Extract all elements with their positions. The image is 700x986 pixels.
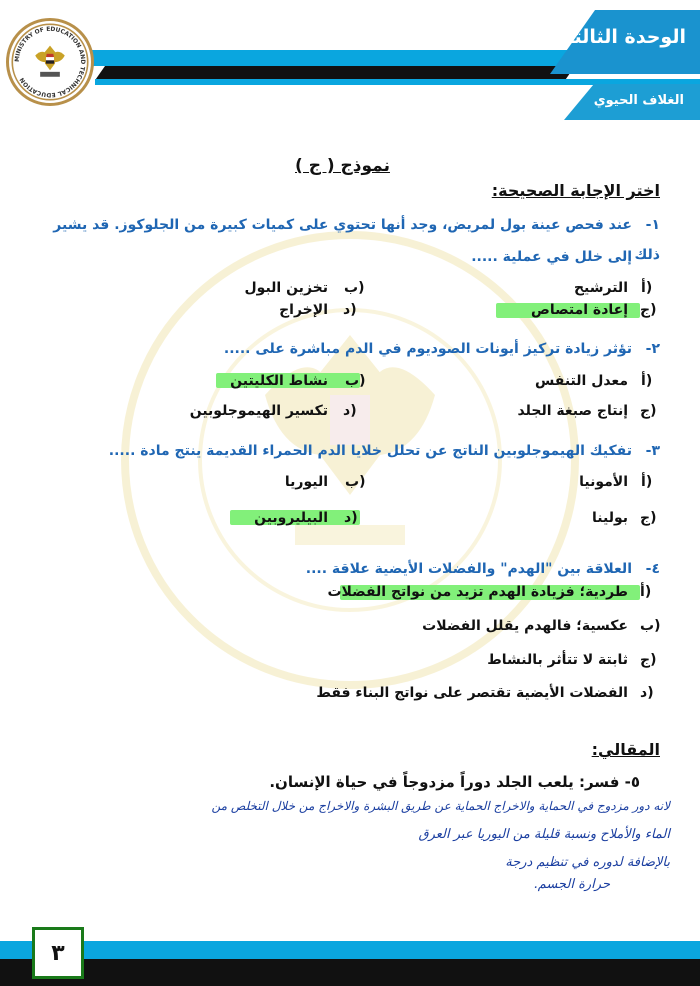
handwritten-answer-line: الماء والأملاح ونسبة قليلة من اليوريا عبر العرق (418, 827, 670, 842)
question-text: العلاقة بين "الهدم" والفضلات الأيضية علاقة .... (305, 561, 632, 577)
option-3c[interactable]: بولينا (592, 510, 628, 526)
mcq-section-title: اختر الإجابة الصحيحة: (491, 181, 660, 200)
unit-title: الوحدة الثالثة (562, 26, 686, 48)
option-letter: د) (640, 685, 654, 701)
essay-section-title: المقالي: (591, 740, 660, 759)
option-letter: ج) (640, 403, 657, 419)
option-letter: ج) (640, 302, 657, 318)
option-4a[interactable]: طردية؛ فزيادة الهدم تزيد من نواتج الفضلات (327, 584, 628, 600)
option-letter: ج) (640, 652, 657, 668)
option-1c[interactable]: إعادة امتصاص (530, 302, 628, 318)
question-text: تؤثر زيادة تركيز أيونات الصوديوم في الدم مباشرة على ..... (223, 341, 632, 357)
question-number: ٤- (645, 561, 660, 577)
option-letter: ب) (345, 373, 366, 389)
option-2c[interactable]: إنتاج صبغة الجلد (517, 403, 628, 419)
option-1b[interactable]: تخزين البول (244, 280, 328, 296)
option-letter: أ) (641, 474, 653, 490)
option-4d[interactable]: الفضلات الأيضية تقتصر على نواتج البناء فقط (316, 685, 628, 701)
footer-bar-black (0, 959, 700, 986)
handwritten-answer-line: حرارة الجسم. (533, 877, 610, 892)
question-number: ٣- (645, 443, 660, 459)
footer-bar-blue (0, 941, 700, 959)
model-title: نموذج ( ج ) (295, 156, 390, 176)
question-3 (40, 436, 660, 466)
option-2d[interactable]: تكسير الهيموجلوبين (189, 403, 328, 419)
option-1a[interactable]: الترشيح (573, 280, 628, 296)
option-letter: د) (343, 403, 357, 419)
logo-ring-text: MINISTRY OF EDUCATION AND TECHNICAL EDUCATION (14, 26, 86, 98)
option-4c[interactable]: ثابتة لا تتأثر بالنشاط (487, 652, 628, 668)
question-number: ٢- (645, 341, 660, 357)
option-letter: أ) (640, 584, 652, 600)
option-letter: ب) (640, 618, 661, 634)
unit-subtitle: الغلاف الحيوي (593, 93, 684, 108)
option-letter: أ) (641, 373, 653, 389)
option-letter: أ) (641, 280, 653, 296)
option-3b[interactable]: اليوريا (284, 474, 328, 490)
option-letter: د) (343, 302, 357, 318)
question-4 (40, 554, 660, 584)
option-letter: ب) (345, 474, 366, 490)
page-number: ٣ (32, 927, 84, 979)
question-1-line2: إلى خلل في عملية ..... (471, 249, 632, 265)
option-letter: د) (344, 510, 358, 526)
handwritten-answer-line: لانه دور مزدوج في الحماية والاخراج الحماية عن طريق البشرة والاخراج من خلال التخلص من (211, 799, 670, 813)
header-bar-black (96, 66, 575, 79)
essay-question: ٥- فسر: يلعب الجلد دوراً مزدوجاً في حياة الإنسان. (269, 773, 640, 791)
option-4b[interactable]: عكسية؛ فالهدم يقلل الفضلات (422, 618, 628, 634)
handwritten-answer-line: بالإضافة لدوره في تنظيم درجة (505, 855, 670, 870)
ministry-logo (6, 18, 94, 106)
option-letter: ب) (344, 280, 365, 296)
option-3d[interactable]: البيليروبين (254, 510, 328, 526)
option-1d[interactable]: الإخراج (279, 302, 328, 318)
question-number: ١- (645, 217, 660, 233)
question-2 (40, 334, 660, 364)
option-2b[interactable]: نشاط الكليتين (230, 373, 328, 389)
option-3a[interactable]: الأمونيا (579, 474, 628, 490)
option-letter: ج) (640, 510, 657, 526)
question-text: عند فحص عينة بول لمريض، وجد أنها تحتوي على كميات كبيرة من الجلوكوز. قد يشير ذلك (53, 217, 660, 263)
ministry-seal-icon (9, 21, 91, 103)
question-text: تفكيك الهيموجلوبين الناتج عن تحلل خلايا الدم الحمراء القديمة ينتج مادة ..... (108, 443, 632, 459)
option-2a[interactable]: معدل التنفس (534, 373, 628, 389)
